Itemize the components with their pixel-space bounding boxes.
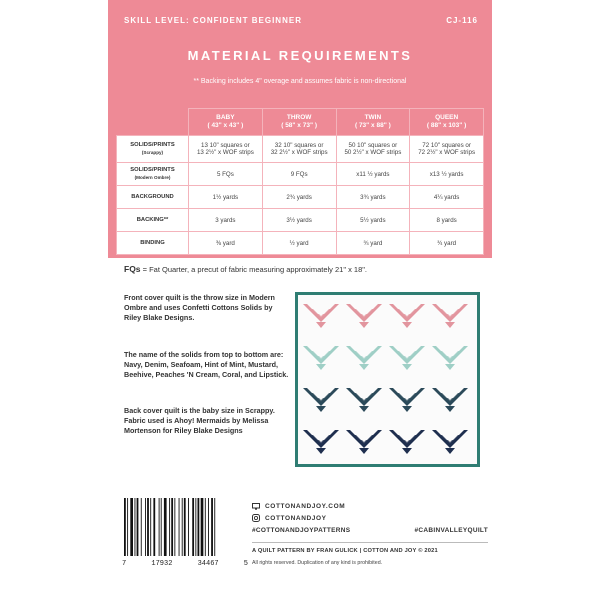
- table-cell: x11 ½ yards: [336, 163, 410, 186]
- col-baby: BABY ( 43" x 43" ): [189, 109, 263, 136]
- row-header: BACKING**: [117, 209, 189, 232]
- rights-line: All rights reserved. Duplication of any kind is prohibited.: [252, 560, 383, 566]
- contact-block: [252, 500, 488, 566]
- row-header: SOLIDS/PRINTS (Scrappy): [117, 136, 189, 163]
- table-cell: ¾ yard: [410, 232, 484, 255]
- hashtag-row: [252, 524, 488, 536]
- col-throw: THROW ( 58" x 73" ): [262, 109, 336, 136]
- paragraph-back-cover: Back cover quilt is the baby size in Scrappy. Fabric used is Ahoy! Mermaids by Melissa Mortenson for Riley Blake Designs: [124, 406, 275, 435]
- barcode-icon: [122, 498, 248, 556]
- hashtag-patterns: #COTTONANDJOYPATTERNS: [252, 526, 351, 534]
- col-queen: QUEEN ( 88" x 103" ): [410, 109, 484, 136]
- table-cell: 5 FQs: [189, 163, 263, 186]
- table-cell: ¾ yard: [336, 232, 410, 255]
- material-table: [116, 108, 484, 255]
- row-header: BINDING: [117, 232, 189, 255]
- instagram-row[interactable]: [252, 512, 488, 524]
- table-row: [117, 163, 484, 186]
- table-corner: [117, 109, 189, 136]
- monitor-icon: [252, 503, 260, 510]
- table-cell: 72 10" squares or 72 2½" x WOF strips: [410, 136, 484, 163]
- table-cell: ½ yard: [262, 232, 336, 255]
- table-cell: 50 10" squares or 50 2½" x WOF strips: [336, 136, 410, 163]
- table-row: [117, 209, 484, 232]
- paragraph-solid-names: The name of the solids from top to bottom are: Navy, Denim, Seafoam, Hint of Mint, Mustard, Beehive, Peaches 'N Cream, Coral, and Lipstick.: [124, 350, 289, 379]
- table-cell: 2¾ yards: [262, 186, 336, 209]
- table-row: [117, 136, 484, 163]
- row-header: BACKGROUND: [117, 186, 189, 209]
- pattern-code: CJ-116: [446, 16, 478, 25]
- divider: [252, 542, 488, 543]
- pattern-back-page: [108, 0, 492, 600]
- website-link[interactable]: COTTONANDJOY.COM: [265, 502, 346, 510]
- skill-level: SKILL LEVEL: CONFIDENT BEGINNER: [124, 16, 302, 25]
- instagram-icon: [252, 514, 260, 522]
- table-cell: 8 yards: [410, 209, 484, 232]
- table-cell: ⅜ yard: [189, 232, 263, 255]
- table-cell: 4¼ yards: [410, 186, 484, 209]
- col-twin: TWIN ( 73" x 88" ): [336, 109, 410, 136]
- website-row[interactable]: [252, 500, 488, 512]
- backing-note: ** Backing includes 4" overage and assumes fabric is non-directional: [193, 78, 407, 85]
- table-cell: x13 ½ yards: [410, 163, 484, 186]
- instagram-handle[interactable]: COTTONANDJOY: [265, 514, 327, 522]
- fq-definition: FQs = Fat Quarter, a precut of fabric measuring approximately 21" x 18".: [124, 264, 368, 274]
- table-cell: 9 FQs: [262, 163, 336, 186]
- table-cell: 3 yards: [189, 209, 263, 232]
- table-row: [117, 232, 484, 255]
- table-cell: 1½ yards: [189, 186, 263, 209]
- hashtag-quilt: #CABINVALLEYQUILT: [414, 526, 488, 534]
- table-cell: 3½ yards: [262, 209, 336, 232]
- page-title: MATERIAL REQUIREMENTS: [187, 48, 413, 63]
- paragraph-front-cover: Front cover quilt is the throw size in Modern Ombre and uses Confetti Cottons Solids by Riley Blake Designs.: [124, 293, 275, 322]
- barcode-number: 7 17932 34467 5: [122, 560, 248, 568]
- table-cell: 13 10" squares or 13 2½" x WOF strips: [189, 136, 263, 163]
- table-cell: 5½ yards: [336, 209, 410, 232]
- header-panel: [108, 0, 492, 258]
- row-header: SOLIDS/PRINTS (Modern Ombre): [117, 163, 189, 186]
- table-row: [117, 186, 484, 209]
- credit-line: A QUILT PATTERN BY FRAN GULICK | COTTON AND JOY © 2021: [252, 548, 438, 554]
- table-cell: 32 10" squares or 32 2½" x WOF strips: [262, 136, 336, 163]
- quilt-image: [295, 292, 480, 467]
- table-cell: 3¾ yards: [336, 186, 410, 209]
